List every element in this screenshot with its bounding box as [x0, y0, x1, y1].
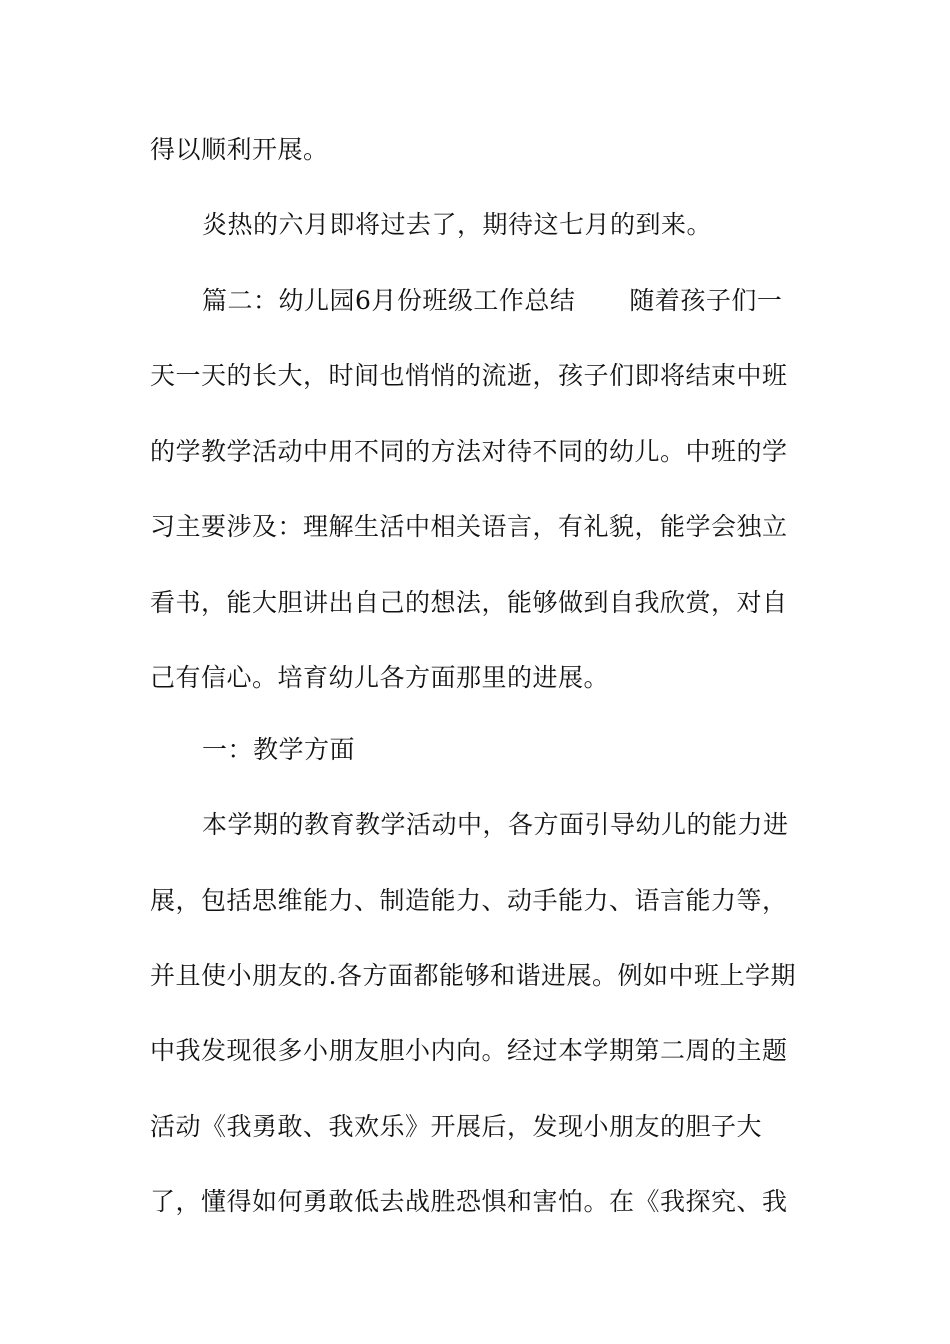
text-line: 本学期的教育教学活动中，各方面引导幼儿的能力进 [202, 810, 789, 839]
text-line: 了，懂得如何勇敢低去战胜恐惧和害怕。在《我探究、我 [150, 1187, 788, 1216]
text-line: 展，包括思维能力、制造能力、动手能力、语言能力等， [150, 886, 788, 915]
text-line: 看书，能大胆讲出自己的想法，能够做到自我欣赏，对自 [150, 588, 788, 617]
text-line: 得以顺利开展。 [150, 135, 329, 164]
section-title: 篇二：幼儿园6月份班级工作总结 [202, 286, 576, 315]
section-heading-line [202, 281, 862, 321]
text-line: 并且使小朋友的.各方面都能够和谐进展。例如中班上学期 [150, 961, 796, 990]
subsection-heading: 一：教学方面 [202, 735, 356, 764]
text-fragment: 随着孩子们一 [629, 286, 783, 315]
text-line: 炎热的六月即将过去了，期待这七月的到来。 [202, 210, 713, 239]
text-line: 中我发现很多小朋友胆小内向。经过本学期第二周的主题 [150, 1036, 788, 1065]
text-line: 天一天的长大，时间也悄悄的流逝，孩子们即将结束中班 [150, 361, 788, 390]
text-line: 习主要涉及：理解生活中相关语言，有礼貌，能学会独立 [150, 512, 788, 541]
text-line: 的学教学活动中用不同的方法对待不同的幼儿。中班的学 [150, 437, 788, 466]
text-line: 己有信心。培育幼儿各方面那里的进展。 [150, 663, 610, 692]
text-line: 活动《我勇敢、我欢乐》开展后，发现小朋友的胆子大 [150, 1112, 763, 1141]
